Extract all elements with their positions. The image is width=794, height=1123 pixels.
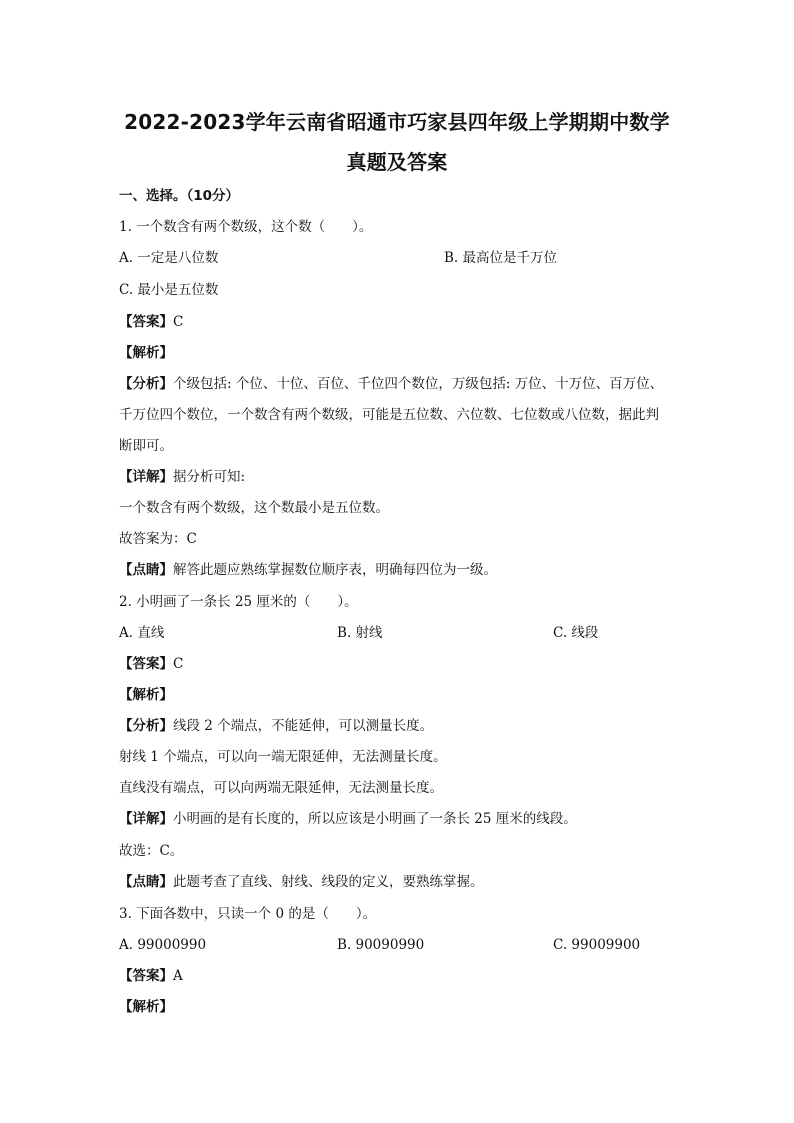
fenxi-label: 【分析】 — [119, 376, 173, 392]
q1-detail-line-1: 一个数含有两个数级，这个数最小是五位数。 — [119, 500, 389, 516]
q2-option-c: C. 线段 — [553, 625, 599, 641]
q1-fenxi — [119, 376, 679, 392]
q1-fenxi-line-2: 千万位四个数位，一个数含有两个数级，可能是五位数、六位数、七位数或八位数，据此判 — [119, 407, 659, 423]
question-1: 1. 一个数含有两个数级，这个数（ ）。 — [119, 219, 373, 235]
answer-value: A — [173, 968, 183, 984]
q1-fenxi-line-3: 断即可。 — [119, 438, 173, 454]
q1-option-b: B. 最高位是千万位 — [444, 250, 558, 266]
q3-answer — [119, 968, 679, 984]
fenxi-text: 线段 2 个端点，不能延伸，可以测量长度。 — [173, 718, 434, 734]
q2-analysis-label: 【解析】 — [119, 687, 173, 703]
q1-xiangjie — [119, 469, 679, 485]
q3-option-b: B. 90090990 — [337, 937, 425, 953]
q2-answer — [119, 656, 679, 672]
answer-label: 【答案】 — [119, 968, 173, 984]
q3-option-a: A. 99000990 — [119, 937, 207, 953]
q2-fenxi — [119, 718, 679, 734]
q1-dianjing — [119, 562, 679, 578]
q3-option-c: C. 99009900 — [553, 937, 641, 953]
question-2: 2. 小明画了一条长 25 厘米的（ ）。 — [119, 594, 358, 610]
answer-value: C — [173, 314, 184, 330]
q2-detail-line-1: 故选：C。 — [119, 843, 184, 859]
section-heading: 一、选择。（10分） — [119, 188, 240, 204]
q1-detail-line-2: 故答案为：C — [119, 531, 197, 547]
answer-value: C — [173, 656, 184, 672]
q2-extra-line-1: 射线 1 个端点，可以向一端无限延伸，无法测量长度。 — [119, 749, 447, 765]
xiangjie-text: 据分析可知: — [173, 469, 246, 485]
xiangjie-label: 【详解】 — [119, 469, 173, 485]
xiangjie-text: 小明画的是有长度的，所以应该是小明画了一条长 25 厘米的线段。 — [173, 811, 577, 827]
fenxi-label: 【分析】 — [119, 718, 173, 734]
document-title: 2022-2023学年云南省昭通市巧家县四年级上学期期中数学 — [124, 110, 670, 134]
xiangjie-label: 【详解】 — [119, 811, 173, 827]
q1-option-a: A. 一定是八位数 — [119, 250, 219, 266]
q1-option-c: C. 最小是五位数 — [119, 282, 219, 298]
fenxi-text: 个级包括: 个位、十位、百位、千位四个数位，万级包括: 万位、十万位、百万位、 — [173, 376, 664, 392]
q2-dianjing — [119, 874, 679, 890]
q3-analysis-label: 【解析】 — [119, 999, 173, 1015]
q2-option-a: A. 直线 — [119, 625, 165, 641]
question-3: 3. 下面各数中，只读一个 0 的是（ ）。 — [119, 906, 377, 922]
dianjing-text: 此题考查了直线、射线、线段的定义，要熟练掌握。 — [173, 874, 484, 890]
q2-option-b: B. 射线 — [337, 625, 383, 641]
answer-label: 【答案】 — [119, 314, 173, 330]
q2-xiangjie — [119, 811, 679, 827]
q1-analysis-label: 【解析】 — [119, 345, 173, 361]
document-subtitle: 真题及答案 — [346, 150, 448, 174]
dianjing-label: 【点睛】 — [119, 874, 173, 890]
dianjing-text: 解答此题应熟练掌握数位顺序表，明确每四位为一级。 — [173, 562, 497, 578]
q1-answer — [119, 314, 679, 330]
dianjing-label: 【点睛】 — [119, 562, 173, 578]
q2-extra-line-2: 直线没有端点，可以向两端无限延伸，无法测量长度。 — [119, 780, 443, 796]
answer-label: 【答案】 — [119, 656, 173, 672]
